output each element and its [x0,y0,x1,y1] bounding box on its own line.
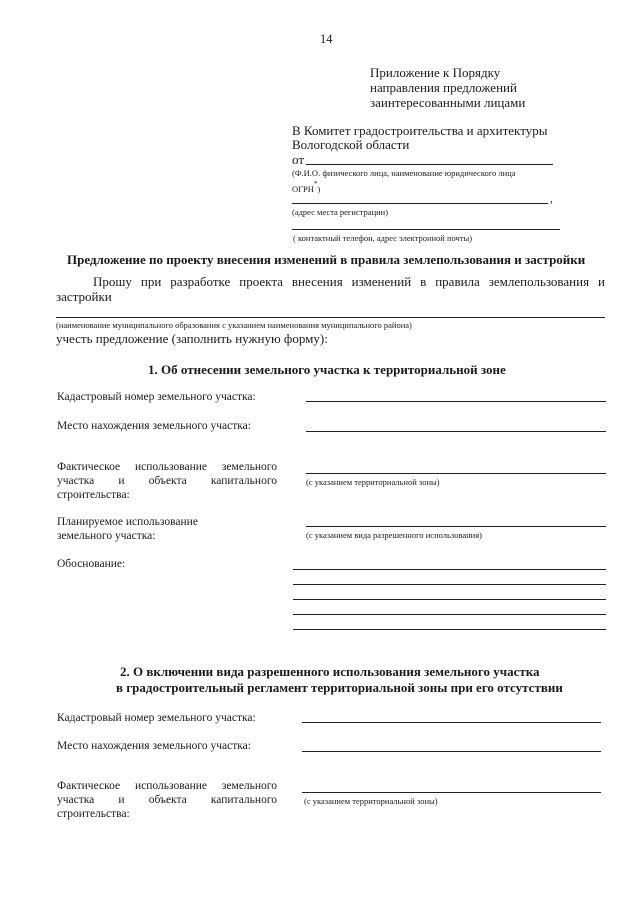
s2-cadastral-label: Кадастровый номер земельного участка: [57,712,256,724]
s2-cadastral-field[interactable] [302,722,601,723]
municipality-line[interactable] [56,317,605,318]
s1-planned-use-field[interactable] [306,526,606,527]
s2-actual-use-hint: (с указанием территориальной зоны) [304,796,438,806]
s1-justification-field-5[interactable] [293,629,606,630]
section-2-title-line-1: 2. О включении вида разрешенного использования земельного участка [120,664,540,679]
s1-justification-field-1[interactable] [293,569,606,570]
section-1-title: 1. Об отнесении земельного участка к территориальной зоне [148,362,506,377]
s1-actual-use-line-3: строительства: [57,489,130,501]
s1-justification-field-2[interactable] [293,584,606,585]
address-line[interactable] [292,203,548,204]
page-number: 14 [320,32,333,46]
contacts-line[interactable] [292,229,560,230]
s1-actual-use-hint: (с указанием территориальной зоны) [306,477,440,487]
s1-planned-use-line-2: земельного участка: [57,530,156,542]
s2-actual-use-field[interactable] [302,792,601,793]
appendix-line-2: направления предложений [370,80,517,95]
s1-actual-use-field[interactable] [306,473,606,474]
instruction: учесть предложение (заполнить нужную форму): [56,331,328,346]
s1-justification-label: Обоснование: [57,558,126,570]
appendix-line-3: заинтересованными лицами [370,95,526,110]
s2-actual-use-line-1: Фактическое использование земельного [57,780,277,792]
hint-address: (адрес места регистрации) [292,207,389,217]
s2-actual-use-line-3: строительства: [57,808,130,820]
hint-name-line-1: (Ф.И.О. физического лица, наименование юридического лица [292,168,516,178]
comma: , [550,193,553,205]
s1-actual-use-line-2: участка и объекта капитального [57,475,277,487]
s1-location-label: Место нахождения земельного участка: [57,420,251,432]
appendix-line-1: Приложение к Порядку [370,65,501,80]
section-2-title-line-2: в градостроительный регламент территориальной зоны при его отсутствии [116,680,563,695]
s1-planned-use-hint: (с указанием вида разрешенного использования) [306,530,482,540]
proposal-heading: Предложение по проекту внесения изменений в правила землепользования и застройки [67,252,586,267]
s1-cadastral-label: Кадастровый номер земельного участка: [57,391,256,403]
s1-planned-use-line-1: Планируемое использование [57,516,198,528]
from-name-line[interactable] [306,164,553,165]
intro-line-1: Прошу при разработке проекта внесения изменений в правила землепользования и [93,274,605,289]
addressee-line-2: Вологодской области [292,137,410,152]
s2-actual-use-line-2: участка и объекта капитального [57,794,277,806]
hint-municipality: (наименование муниципального образования с указанием наименования муниципального района) [56,320,412,330]
s1-cadastral-field[interactable] [306,401,606,402]
hint-contacts: ( контактный телефон, адрес электронной почты) [293,233,473,243]
from-label: от [292,152,305,167]
s1-justification-field-4[interactable] [293,614,606,615]
s1-location-field[interactable] [306,431,606,432]
s2-location-label: Место нахождения земельного участка: [57,740,251,752]
hint-name-line-2: ОГРН*) [292,180,321,194]
intro-line-2: застройки [56,289,112,304]
s1-justification-field-3[interactable] [293,599,606,600]
s2-location-field[interactable] [302,751,601,752]
s1-actual-use-line-1: Фактическое использование земельного [57,461,277,473]
addressee-line-1: В Комитет градостроительства и архитектуры [292,123,548,138]
